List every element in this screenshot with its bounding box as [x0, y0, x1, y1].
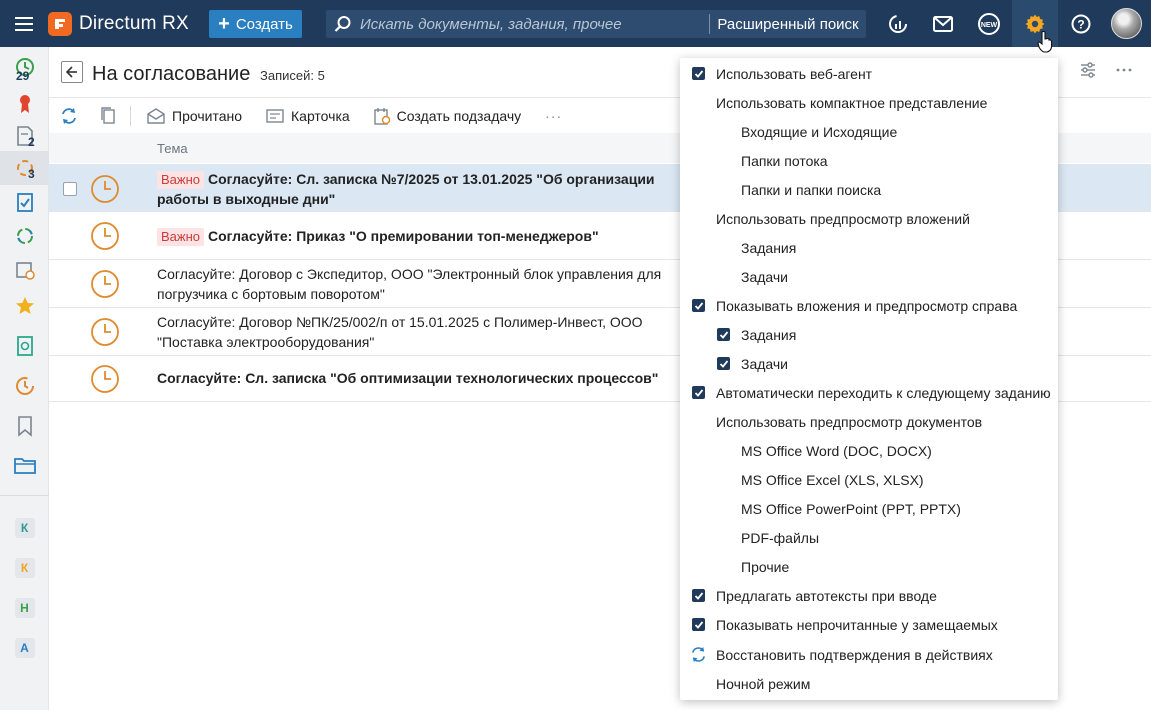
- refresh-button[interactable]: [60, 98, 78, 134]
- checkbox-checked-icon[interactable]: [692, 618, 705, 631]
- rail-tasks[interactable]: [0, 51, 49, 85]
- settings-menu-item-label: Восстановить подтверждения в действиях: [716, 646, 993, 663]
- settings-menu-item-label: Задания: [741, 239, 797, 256]
- folder-icon: [14, 457, 36, 475]
- back-button[interactable]: [61, 61, 83, 83]
- checkbox-checked-icon[interactable]: [717, 357, 730, 370]
- rail-sync[interactable]: [0, 329, 49, 363]
- settings-menu-item-label: Прочие: [741, 558, 790, 575]
- approvals-count-badge: 3: [28, 167, 35, 181]
- settings-menu-item[interactable]: [680, 349, 1058, 378]
- subject-line: Согласуйте: Сл. записка №7/2025 от 13.01.2025 "Об организации: [208, 171, 655, 187]
- settings-menu-item[interactable]: [680, 233, 1058, 262]
- settings-menu-item-label: MS Office Word (DOC, DOCX): [741, 442, 932, 459]
- settings-menu-item[interactable]: [680, 117, 1058, 146]
- clock-icon: [90, 317, 120, 347]
- create-label: Создать: [235, 15, 293, 33]
- directum-logo-icon: [48, 12, 72, 36]
- column-subject[interactable]: Тема: [157, 141, 188, 156]
- copy-icon: [100, 107, 116, 125]
- record-count: Записей: 5: [260, 68, 325, 83]
- settings-menu-item[interactable]: [680, 262, 1058, 291]
- arrow-left-icon: [66, 66, 78, 78]
- hamburger-menu-icon[interactable]: [0, 0, 48, 47]
- settings-menu-item[interactable]: [680, 581, 1058, 610]
- row-checkbox[interactable]: [63, 182, 77, 196]
- settings-menu-item-label: Автоматически переходить к следующему заданию: [716, 384, 1051, 401]
- settings-menu-item[interactable]: [680, 669, 1058, 698]
- settings-menu-item-label: Использовать предпросмотр документов: [716, 413, 983, 430]
- header-actions: [1079, 61, 1133, 79]
- toolbar-more-button[interactable]: ···: [545, 107, 563, 124]
- mark-read-label: Прочитано: [172, 107, 242, 124]
- rail-letter-1[interactable]: [0, 511, 49, 545]
- rail-approvals[interactable]: [0, 151, 49, 185]
- settings-menu-item-label: Задачи: [741, 355, 789, 372]
- svg-text:NEW: NEW: [980, 21, 998, 29]
- filter-settings-icon[interactable]: [1079, 61, 1097, 79]
- card-icon: [266, 109, 284, 123]
- new-badge-icon[interactable]: [966, 0, 1012, 47]
- hand-cursor-icon: [1037, 31, 1053, 53]
- settings-menu-item-label: Входящие и Исходящие: [741, 123, 898, 140]
- settings-menu-item-label: Использовать компактное представление: [716, 94, 988, 111]
- search-input[interactable]: [360, 16, 709, 33]
- cycle-icon: [15, 226, 35, 246]
- letter-tile: К: [15, 518, 35, 538]
- settings-menu-item-label: Папки и папки поиска: [741, 181, 882, 198]
- settings-menu-item[interactable]: [680, 320, 1058, 349]
- settings-menu-item-label: Показывать непрочитанные у замещаемых: [716, 616, 998, 633]
- documents-count-badge: 2: [28, 135, 35, 149]
- settings-menu-item[interactable]: [680, 407, 1058, 436]
- calendar-clock-icon: [15, 260, 35, 280]
- subtask-icon: [374, 107, 390, 125]
- clock-icon: [90, 174, 120, 204]
- rail-bookmarks[interactable]: [0, 409, 49, 443]
- settings-menu-item-label: Показывать вложения и предпросмотр справа: [716, 297, 1018, 314]
- mark-read-button[interactable]: [147, 98, 242, 134]
- clock-icon: [90, 269, 120, 299]
- settings-menu-item[interactable]: [680, 88, 1058, 117]
- rail-letter-2[interactable]: [0, 551, 49, 585]
- rail-notices[interactable]: [0, 87, 49, 121]
- settings-menu-item[interactable]: [680, 640, 1058, 669]
- refresh-icon: [60, 107, 78, 125]
- subject-line: "Поставка электрооборудования": [157, 334, 375, 350]
- row-subject: [157, 226, 677, 246]
- row-subject: [157, 169, 677, 209]
- settings-menu-item-label: Использовать предпросмотр вложений: [716, 210, 970, 227]
- help-icon[interactable]: [1058, 0, 1104, 47]
- settings-menu-item[interactable]: [680, 552, 1058, 581]
- advanced-search-button[interactable]: Расширенный поиск: [709, 14, 866, 34]
- settings-menu-item-label: Задачи: [741, 268, 789, 285]
- settings-menu-item-label: Предлагать автотексты при вводе: [716, 587, 937, 604]
- more-icon[interactable]: [1115, 61, 1133, 79]
- settings-menu: [680, 58, 1058, 700]
- create-subtask-button[interactable]: [374, 98, 521, 134]
- checkbox-checked-icon[interactable]: [692, 299, 705, 312]
- app-logo[interactable]: [48, 0, 189, 47]
- subject-line: Согласуйте: Сл. записка "Об оптимизации технологических процессов": [157, 370, 659, 386]
- settings-menu-item[interactable]: [680, 494, 1058, 523]
- subject-line: Согласуйте: Договор с Экспедитор, ООО "Электронный блок управления для: [157, 266, 662, 282]
- subject-line: Согласуйте: Приказ "О премировании топ-менеджеров": [208, 228, 599, 244]
- settings-menu-item[interactable]: [680, 175, 1058, 204]
- card-button[interactable]: [266, 98, 350, 134]
- settings-menu-item[interactable]: [680, 610, 1058, 639]
- row-subject: [157, 264, 677, 304]
- settings-menu-item-label: Ночной режим: [716, 675, 811, 692]
- rail-checklist[interactable]: [0, 185, 49, 219]
- subject-line: работы в выходные дни": [157, 191, 336, 207]
- settings-menu-item-label: Задания: [741, 326, 797, 343]
- left-rail: [0, 47, 49, 710]
- subject-line: погрузчика с бортовым поворотом": [157, 286, 385, 302]
- checkbox-checked-icon[interactable]: [692, 386, 705, 399]
- rail-letter-3[interactable]: [0, 591, 49, 625]
- refresh-icon: [690, 646, 707, 666]
- page-title: На согласование: [92, 63, 251, 85]
- checkbox-checked-icon[interactable]: [692, 67, 705, 80]
- letter-tile: Н: [15, 598, 35, 618]
- history-icon: [14, 375, 36, 397]
- clock-icon: [90, 364, 120, 394]
- svg-text:?: ?: [1077, 17, 1085, 31]
- rail-divider: [0, 495, 49, 496]
- checklist-icon: [16, 191, 34, 213]
- top-bar: [0, 0, 1151, 47]
- copy-button[interactable]: [100, 98, 116, 134]
- settings-menu-item-label: MS Office PowerPoint (PPT, PPTX): [741, 500, 961, 517]
- rail-documents[interactable]: [0, 119, 49, 153]
- row-subject: [157, 368, 677, 388]
- card-label: Карточка: [291, 107, 350, 124]
- avatar[interactable]: [1111, 8, 1142, 39]
- create-button[interactable]: [209, 10, 302, 38]
- mail-icon[interactable]: [920, 0, 966, 47]
- rail-calendar[interactable]: [0, 253, 49, 287]
- star-icon: [15, 296, 35, 316]
- settings-menu-item-label: MS Office Excel (XLS, XLSX): [741, 471, 924, 488]
- settings-menu-item[interactable]: [680, 436, 1058, 465]
- app-title: Directum RX: [79, 12, 189, 34]
- settings-menu-item[interactable]: [680, 523, 1058, 552]
- clock-icon: [90, 221, 120, 251]
- settings-menu-item[interactable]: [680, 465, 1058, 494]
- rail-cycle[interactable]: [0, 219, 49, 253]
- important-tag: Важно: [157, 228, 204, 246]
- ribbon-icon: [17, 93, 33, 115]
- subject-line: Согласуйте: Договор №ПК/25/002/п от 15.01.2025 с Полимер-Инвест, ООО: [157, 314, 643, 330]
- checkbox-checked-icon[interactable]: [692, 589, 705, 602]
- important-tag: Важно: [157, 171, 204, 189]
- toolbar-divider: [130, 106, 131, 126]
- settings-menu-item-label: Папки потока: [741, 152, 828, 169]
- plus-icon: +: [218, 13, 230, 35]
- settings-menu-item[interactable]: [680, 204, 1058, 233]
- row-subject: [157, 312, 677, 352]
- bookmark-icon: [17, 415, 33, 437]
- settings-menu-item-label: PDF-файлы: [741, 529, 820, 546]
- settings-menu-item[interactable]: [680, 146, 1058, 175]
- rail-history[interactable]: [0, 369, 49, 403]
- document-sync-icon: [16, 335, 34, 357]
- search-bar: [326, 10, 866, 38]
- settings-menu-item[interactable]: [680, 291, 1058, 320]
- envelope-open-icon: [147, 108, 165, 124]
- rail-letter-4[interactable]: [0, 631, 49, 665]
- settings-menu-item-label: Использовать веб-агент: [716, 65, 873, 82]
- rail-favorites[interactable]: [0, 289, 49, 323]
- tasks-count-badge: 29: [16, 69, 30, 83]
- create-subtask-label: Создать подзадачу: [396, 107, 522, 124]
- rail-folders[interactable]: [0, 449, 49, 483]
- letter-tile: К: [15, 558, 35, 578]
- letter-tile: А: [15, 638, 35, 658]
- settings-menu-item[interactable]: [680, 378, 1058, 407]
- search-icon[interactable]: [326, 15, 360, 33]
- analytics-icon[interactable]: [875, 0, 921, 47]
- checkbox-checked-icon[interactable]: [717, 328, 730, 341]
- settings-menu-item[interactable]: [680, 59, 1058, 88]
